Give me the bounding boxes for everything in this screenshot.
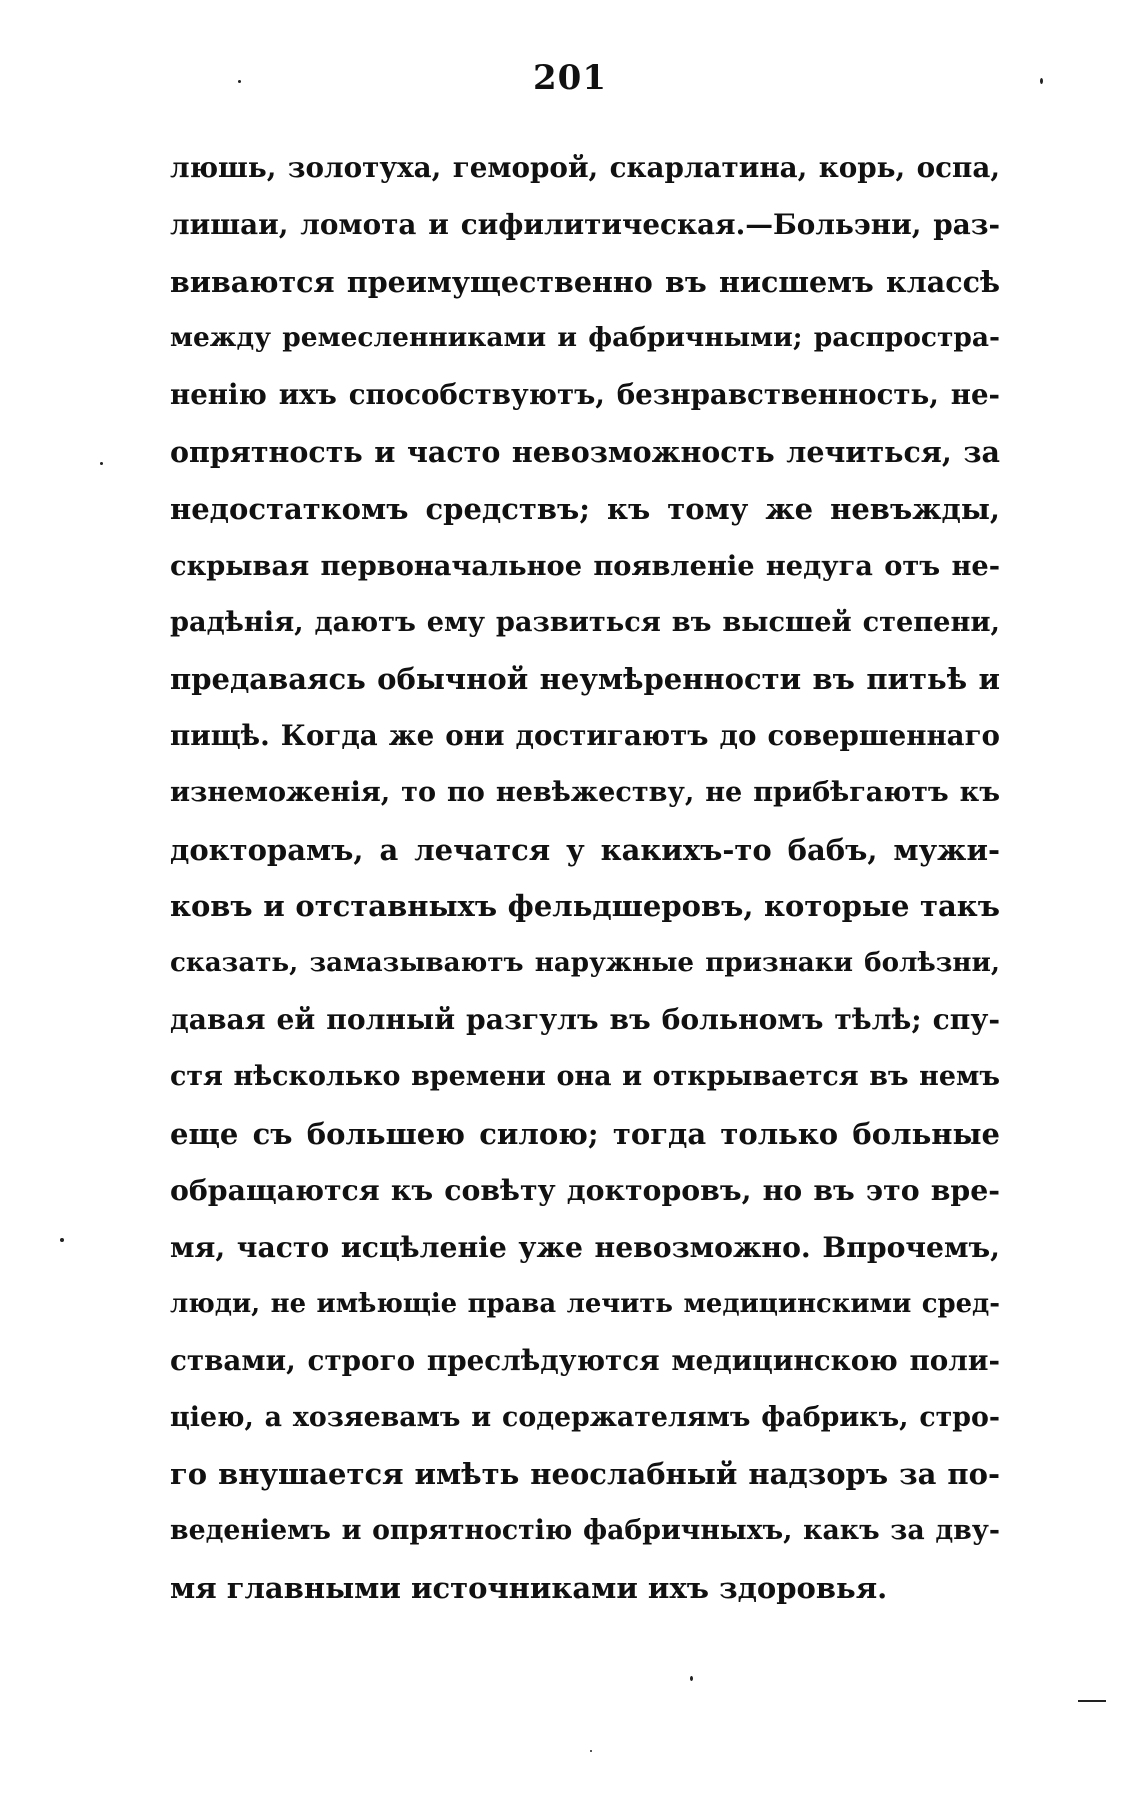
text-line: сказать, замазываютъ наружные признаки болѣзни,: [170, 947, 1000, 979]
scan-speck: [100, 462, 103, 465]
text-line: докторамъ, а лечатся у какихъ-то бабъ, мужи-: [170, 832, 1000, 867]
text-line: мя главными источниками ихъ здоровья.: [170, 1570, 888, 1605]
text-line: ковъ и отставныхъ фельдшеровъ, которые такъ: [170, 889, 1000, 924]
text-line: ствами, строго преслѣдуются медицинскою поли-: [170, 1343, 1000, 1377]
scan-speck: [1040, 78, 1043, 84]
text-line: стя нѣсколько времени она и открывается въ немъ: [170, 1060, 1000, 1092]
text-line: люди, не имѣющіе права лечить медицинскими сред-: [170, 1288, 1000, 1319]
text-line: ціею, а хозяевамъ и содержателямъ фабрикъ, стро-: [170, 1401, 1000, 1433]
text-line: недостаткомъ средствъ; къ тому же невъжды,: [170, 491, 1000, 526]
text-line: ненію ихъ способствуютъ, безнравственность, не-: [170, 378, 1000, 412]
scan-speck: [690, 1676, 693, 1681]
text-line: еще съ большею силою; тогда только больные: [170, 1116, 1000, 1151]
page-number: 201: [533, 58, 607, 98]
text-line: между ремесленниками и фабричными; распростра-: [170, 322, 1000, 354]
text-line: лишаи, ломота и сифилитическая.—Больэни, раз-: [170, 207, 1000, 241]
text-line: люшь, золотуха, геморой, скарлатина, корь, оспа,: [170, 151, 1000, 184]
text-line: изнеможенія, то по невѣжеству, не прибѣгаютъ къ: [170, 776, 1000, 808]
text-line: пищѣ. Когда же они достигаютъ до совершеннаго: [170, 718, 1000, 752]
text-line: предаваясь обычной неумѣренности въ питьѣ и: [170, 662, 1000, 697]
scan-mark: [1078, 1700, 1106, 1702]
scan-speck: [238, 80, 241, 83]
scan-speck: [590, 1750, 592, 1752]
text-line: радѣнія, даютъ ему развиться въ высшей степени,: [170, 606, 1000, 639]
scan-speck: [60, 1238, 64, 1242]
text-line: виваются преимущественно въ нисшемъ классѣ: [170, 264, 1000, 299]
text-line: мя, часто исцѣленіе уже невозможно. Впрочемъ,: [170, 1230, 1000, 1265]
text-line: го внушается имѣть неослабный надзоръ за по-: [170, 1457, 1000, 1492]
text-line: давая ей полный разгулъ въ больномъ тѣлѣ; спу-: [170, 1002, 1000, 1036]
body-text: [170, 140, 1000, 1617]
text-line: обращаются къ совѣту докторовъ, но въ это вре-: [170, 1173, 1000, 1208]
text-line: скрывая первоначальное появленіе недуга отъ не-: [170, 549, 1000, 582]
text-line: опрятность и часто невозможность лечиться, за: [170, 434, 1000, 469]
text-line: веденіемъ и опрятностію фабричныхъ, какъ за дву-: [170, 1515, 1000, 1547]
